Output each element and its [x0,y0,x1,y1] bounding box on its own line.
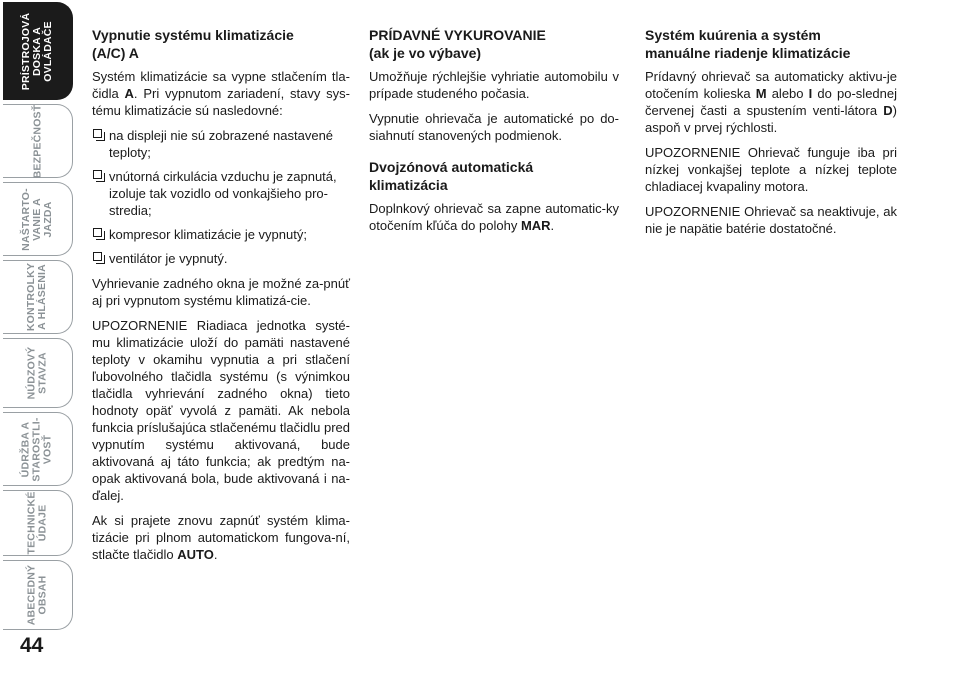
key-label: M [755,86,767,101]
paragraph: Umožňuje rýchlejšie vyhriatie automobilu v prípade studeného počasia. [369,69,619,101]
section-heading [92,26,350,62]
tab-abecedny-obsah[interactable] [3,560,73,630]
key-label: MAR [520,218,551,233]
tab-label: NAŠTARTO- VANIE A JAZDA [19,187,54,251]
tab-label: ABECEDNÝ OBSAH [25,564,49,626]
heading-line: Vypnutie systému klimatizácie [92,27,294,43]
heading-line: (ak je vo výbave) [369,45,482,61]
key-label: AUTO [177,547,214,562]
paragraph: Vypnutie ohrievača je automatické po do-siahnutí stanovených podmienok. [369,111,619,143]
note-paragraph: UPOZORNENIE Riadiaca jednotka systé-mu klimatizácie uloží do pamäti nastavené teploty v okamihu vypnutia a pri stlačení ľubovolného tlačidla systému (s výnimkou tlačidla vyhrievání zadného okna) tieto hodnoty opäť vyvolá z pamäti. Ak nebola funkcia príslušajúca stlačenému tlačidlu pred vypnutím systému aktivovaná, bude aktivovaná aj táto funkcia; ak predtým na-opak aktivovaná bola, bude aktivovaná i na-ďalej. [92,318,350,503]
heading-line: Systém kuúrenia a systém [645,27,821,43]
note-paragraph: UPOZORNENIE Ohrievač funguje iba pri nízkej vonkajšej teplote a nízkej teplote chladiacej kvapaliny motora. [645,145,897,194]
note-paragraph: UPOZORNENIE Ohrievač sa neaktivuje, ak nie je napätie batérie dostatočné. [645,204,897,236]
tab-nudzovy-stav[interactable] [3,338,73,408]
chapter-sidebar [0,0,78,677]
checkbox-icon [93,170,102,179]
key-label: D [883,103,893,118]
paragraph: Doplnkový ohrievač sa zapne automatic-ky otočením kľúča do polohy MAR. [369,201,619,233]
heading-line: Dvojzónová automatická [369,159,534,175]
section-heading [369,26,619,62]
column-manual-climate [645,26,897,245]
auto-paragraph: Ak si prajete znovu zapnúť systém klima-tizácie pri plnom automatickom fungova-ní, stlačte tlačidlo AUTO. [92,513,350,562]
tab-label: BEZPEČNOSŤ [31,104,44,178]
page-number: 44 [20,634,44,657]
tab-bezpecnost[interactable] [3,104,73,178]
tab-label: PRÍSTROJOVÁ DOSKA A OVLÁDAČE [20,12,54,90]
list-item: ventilátor je vypnutý. [92,250,350,267]
tab-label: ÚDRŽBA A STAROSTLI- VOSŤ [20,416,54,482]
section-heading [369,158,619,194]
key-label: A [124,86,134,101]
status-list [92,127,350,267]
key-label: I [808,86,813,101]
list-item: na displeji nie sú zobrazené nastavené teploty; [92,127,350,161]
tab-udrzba[interactable] [3,412,73,486]
heading-line: (A/C) A [92,45,139,61]
tab-technicke-udaje[interactable] [3,490,73,556]
heading-line: PRÍDAVNÉ VYKUROVANIE [369,27,546,43]
paragraph: Prídavný ohrievač sa automaticky aktivu-je otočením kolieska M alebo I do po-slednej červenej časti a spustením venti-látora D) aspoň v prvej rýchlosti. [645,69,897,135]
tab-kontrolky[interactable] [3,260,73,334]
heading-line: klimatizácia [369,177,448,193]
tab-nastartovanie[interactable] [3,182,73,256]
checkbox-icon [93,129,102,138]
tab-label: KONTROLKY A HLÁSENIA [25,262,49,332]
list-item: vnútorná cirkulácia vzduchu je zapnutá, izoluje tak vozidlo od vonkajšieho pro-stredia; [92,168,350,219]
window-heating-paragraph: Vyhrievanie zadného okna je možné za-pnúť aj pri vypnutom systému klimatizá-cie. [92,276,350,308]
heading-line: manuálne riadenje klimatizácie [645,45,851,61]
intro-paragraph: Systém klimatizácie sa vypne stlačením tla-čidla A. Pri vypnutom zariadení, stavy sys-tému klimatizácie sú nasledovné: [92,69,350,118]
column-ac-off [92,26,350,571]
checkbox-icon [93,252,102,261]
checkbox-icon [93,228,102,237]
tab-label: TECHNICKÉ ÚDAJE [25,491,49,555]
list-item: kompresor klimatizácie je vypnutý; [92,226,350,243]
tab-label: NÚDZOVÝ STAVZA [25,346,49,400]
column-auxiliary-heating [369,26,619,242]
section-heading [645,26,897,62]
tab-pristrojova-doska[interactable] [3,2,73,100]
